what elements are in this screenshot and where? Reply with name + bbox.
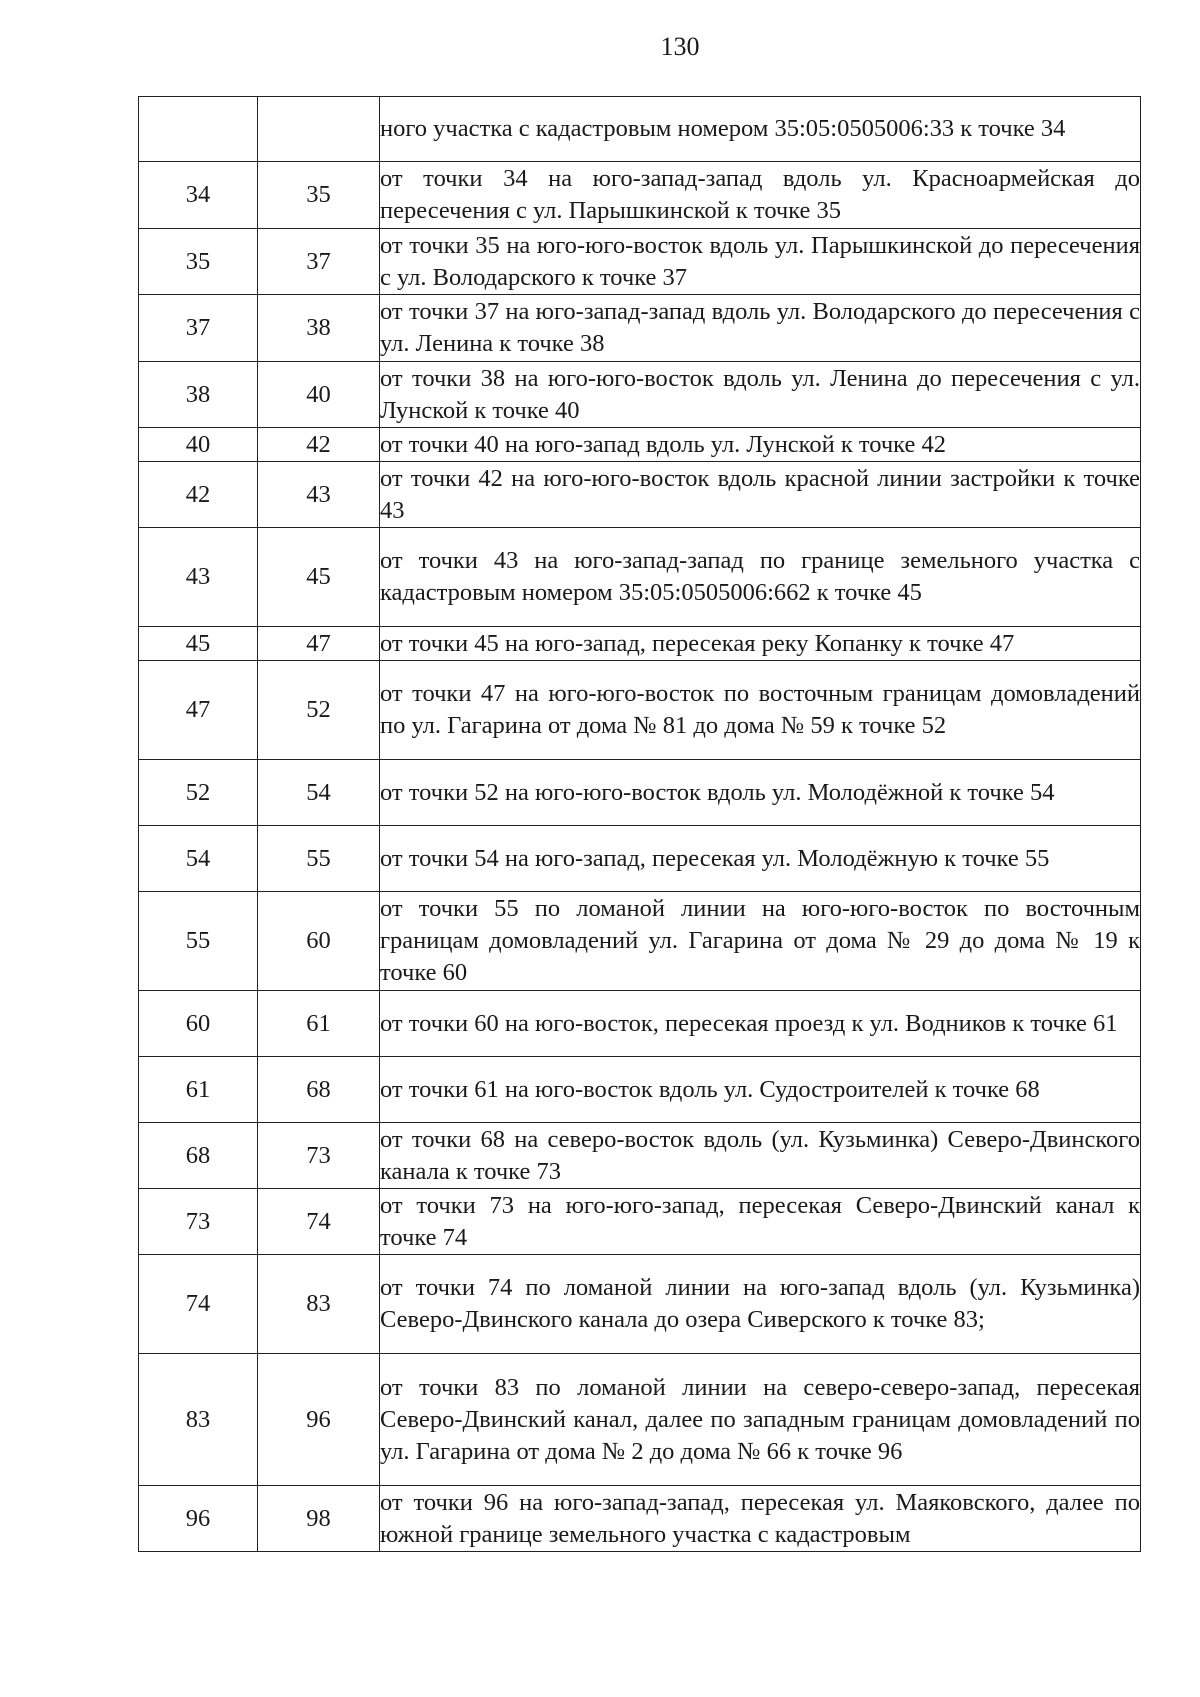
table-row [139,295,1141,362]
table-row [139,991,1141,1057]
route-description-cell: от точки 34 на юго-запад-запад вдоль ул. Красноармейская до пересечения с ул. Парышкинской к точке 35 [380,162,1141,229]
route-description-cell: от точки 68 на северо-восток вдоль (ул. Кузьминка) Северо-Двинского канала к точке 73 [380,1123,1141,1189]
table-row [139,760,1141,826]
table-row [139,1255,1141,1354]
route-description-cell: от точки 55 по ломаной линии на юго-юго-восток по восточным границам домовладений ул. Гагарина от дома № 29 до дома № 19 к точке 60 [380,892,1141,991]
boundary-table [138,96,1141,1552]
point-to-cell: 37 [258,229,380,295]
point-to-cell: 83 [258,1255,380,1354]
table-row [139,1123,1141,1189]
point-from-cell: 96 [139,1486,258,1552]
table-row [139,627,1141,661]
table-row [139,661,1141,760]
point-to-cell [258,97,380,162]
point-from-cell: 68 [139,1123,258,1189]
point-to-cell: 60 [258,892,380,991]
page-number: 130 [660,32,700,61]
table-row [139,162,1141,229]
point-to-cell: 38 [258,295,380,362]
route-description-cell: от точки 42 на юго-юго-восток вдоль красной линии застройки к точке 43 [380,462,1141,528]
route-description-cell: от точки 45 на юго-запад, пересекая реку Копанку к точке 47 [380,627,1141,661]
route-description-cell: от точки 54 на юго-запад, пересекая ул. Молодёжную к точке 55 [380,826,1141,892]
table-row [139,1486,1141,1552]
route-description-cell: от точки 38 на юго-юго-восток вдоль ул. Ленина до пересечения с ул. Лунской к точке 40 [380,362,1141,428]
route-description-cell: от точки 35 на юго-юго-восток вдоль ул. Парышкинской до пересечения с ул. Володарского к точке 37 [380,229,1141,295]
table-row [139,1189,1141,1255]
table-row [139,1057,1141,1123]
point-to-cell: 42 [258,428,380,462]
route-description-cell: от точки 74 по ломаной линии на юго-запад вдоль (ул. Кузьминка) Северо-Двинского канала до озера Сиверского к точке 83; [380,1255,1141,1354]
route-description-cell: от точки 37 на юго-запад-запад вдоль ул. Володарского до пересечения с ул. Ленина к точке 38 [380,295,1141,362]
table-row [139,892,1141,991]
point-from-cell: 55 [139,892,258,991]
route-description-cell: от точки 52 на юго-юго-восток вдоль ул. Молодёжной к точке 54 [380,760,1141,826]
point-to-cell: 54 [258,760,380,826]
point-to-cell: 35 [258,162,380,229]
point-from-cell: 74 [139,1255,258,1354]
route-description-cell: от точки 47 на юго-юго-восток по восточным границам домовладений по ул. Гагарина от дома № 81 до дома № 59 к точке 52 [380,661,1141,760]
table-row [139,362,1141,428]
point-from-cell: 35 [139,229,258,295]
point-from-cell: 43 [139,528,258,627]
point-from-cell: 38 [139,362,258,428]
point-from-cell [139,97,258,162]
table-row [139,462,1141,528]
point-to-cell: 47 [258,627,380,661]
point-to-cell: 68 [258,1057,380,1123]
table-row [139,97,1141,162]
boundary-table-body [139,97,1141,1552]
table-row [139,229,1141,295]
point-to-cell: 40 [258,362,380,428]
route-description-cell: от точки 73 на юго-юго-запад, пересекая Северо-Двинский канал к точке 74 [380,1189,1141,1255]
point-from-cell: 54 [139,826,258,892]
route-description-cell: от точки 40 на юго-запад вдоль ул. Лунской к точке 42 [380,428,1141,462]
point-from-cell: 61 [139,1057,258,1123]
point-to-cell: 52 [258,661,380,760]
point-to-cell: 45 [258,528,380,627]
point-from-cell: 34 [139,162,258,229]
route-description-cell: от точки 60 на юго-восток, пересекая проезд к ул. Водников к точке 61 [380,991,1141,1057]
route-description-cell: от точки 61 на юго-восток вдоль ул. Судостроителей к точке 68 [380,1057,1141,1123]
point-from-cell: 83 [139,1354,258,1486]
table-row [139,826,1141,892]
route-description-cell: от точки 83 по ломаной линии на северо-северо-запад, пересекая Северо-Двинский канал, далее по западным границам домовладений по ул. Гагарина от дома № 2 до дома № 66 к точке 96 [380,1354,1141,1486]
point-to-cell: 43 [258,462,380,528]
point-from-cell: 42 [139,462,258,528]
table-row [139,528,1141,627]
point-to-cell: 98 [258,1486,380,1552]
point-from-cell: 73 [139,1189,258,1255]
point-to-cell: 96 [258,1354,380,1486]
point-from-cell: 60 [139,991,258,1057]
point-to-cell: 73 [258,1123,380,1189]
point-from-cell: 45 [139,627,258,661]
point-to-cell: 74 [258,1189,380,1255]
table-row [139,1354,1141,1486]
route-description-cell: от точки 96 на юго-запад-запад, пересекая ул. Маяковского, далее по южной границе земельного участка с кадастровым [380,1486,1141,1552]
route-description-cell: от точки 43 на юго-запад-запад по границе земельного участка с кадастровым номером 35:05:0505006:662 к точке 45 [380,528,1141,627]
table-row [139,428,1141,462]
point-to-cell: 55 [258,826,380,892]
route-description-cell: ного участка с кадастровым номером 35:05:0505006:33 к точке 34 [380,97,1141,162]
point-to-cell: 61 [258,991,380,1057]
point-from-cell: 40 [139,428,258,462]
point-from-cell: 37 [139,295,258,362]
point-from-cell: 47 [139,661,258,760]
point-from-cell: 52 [139,760,258,826]
